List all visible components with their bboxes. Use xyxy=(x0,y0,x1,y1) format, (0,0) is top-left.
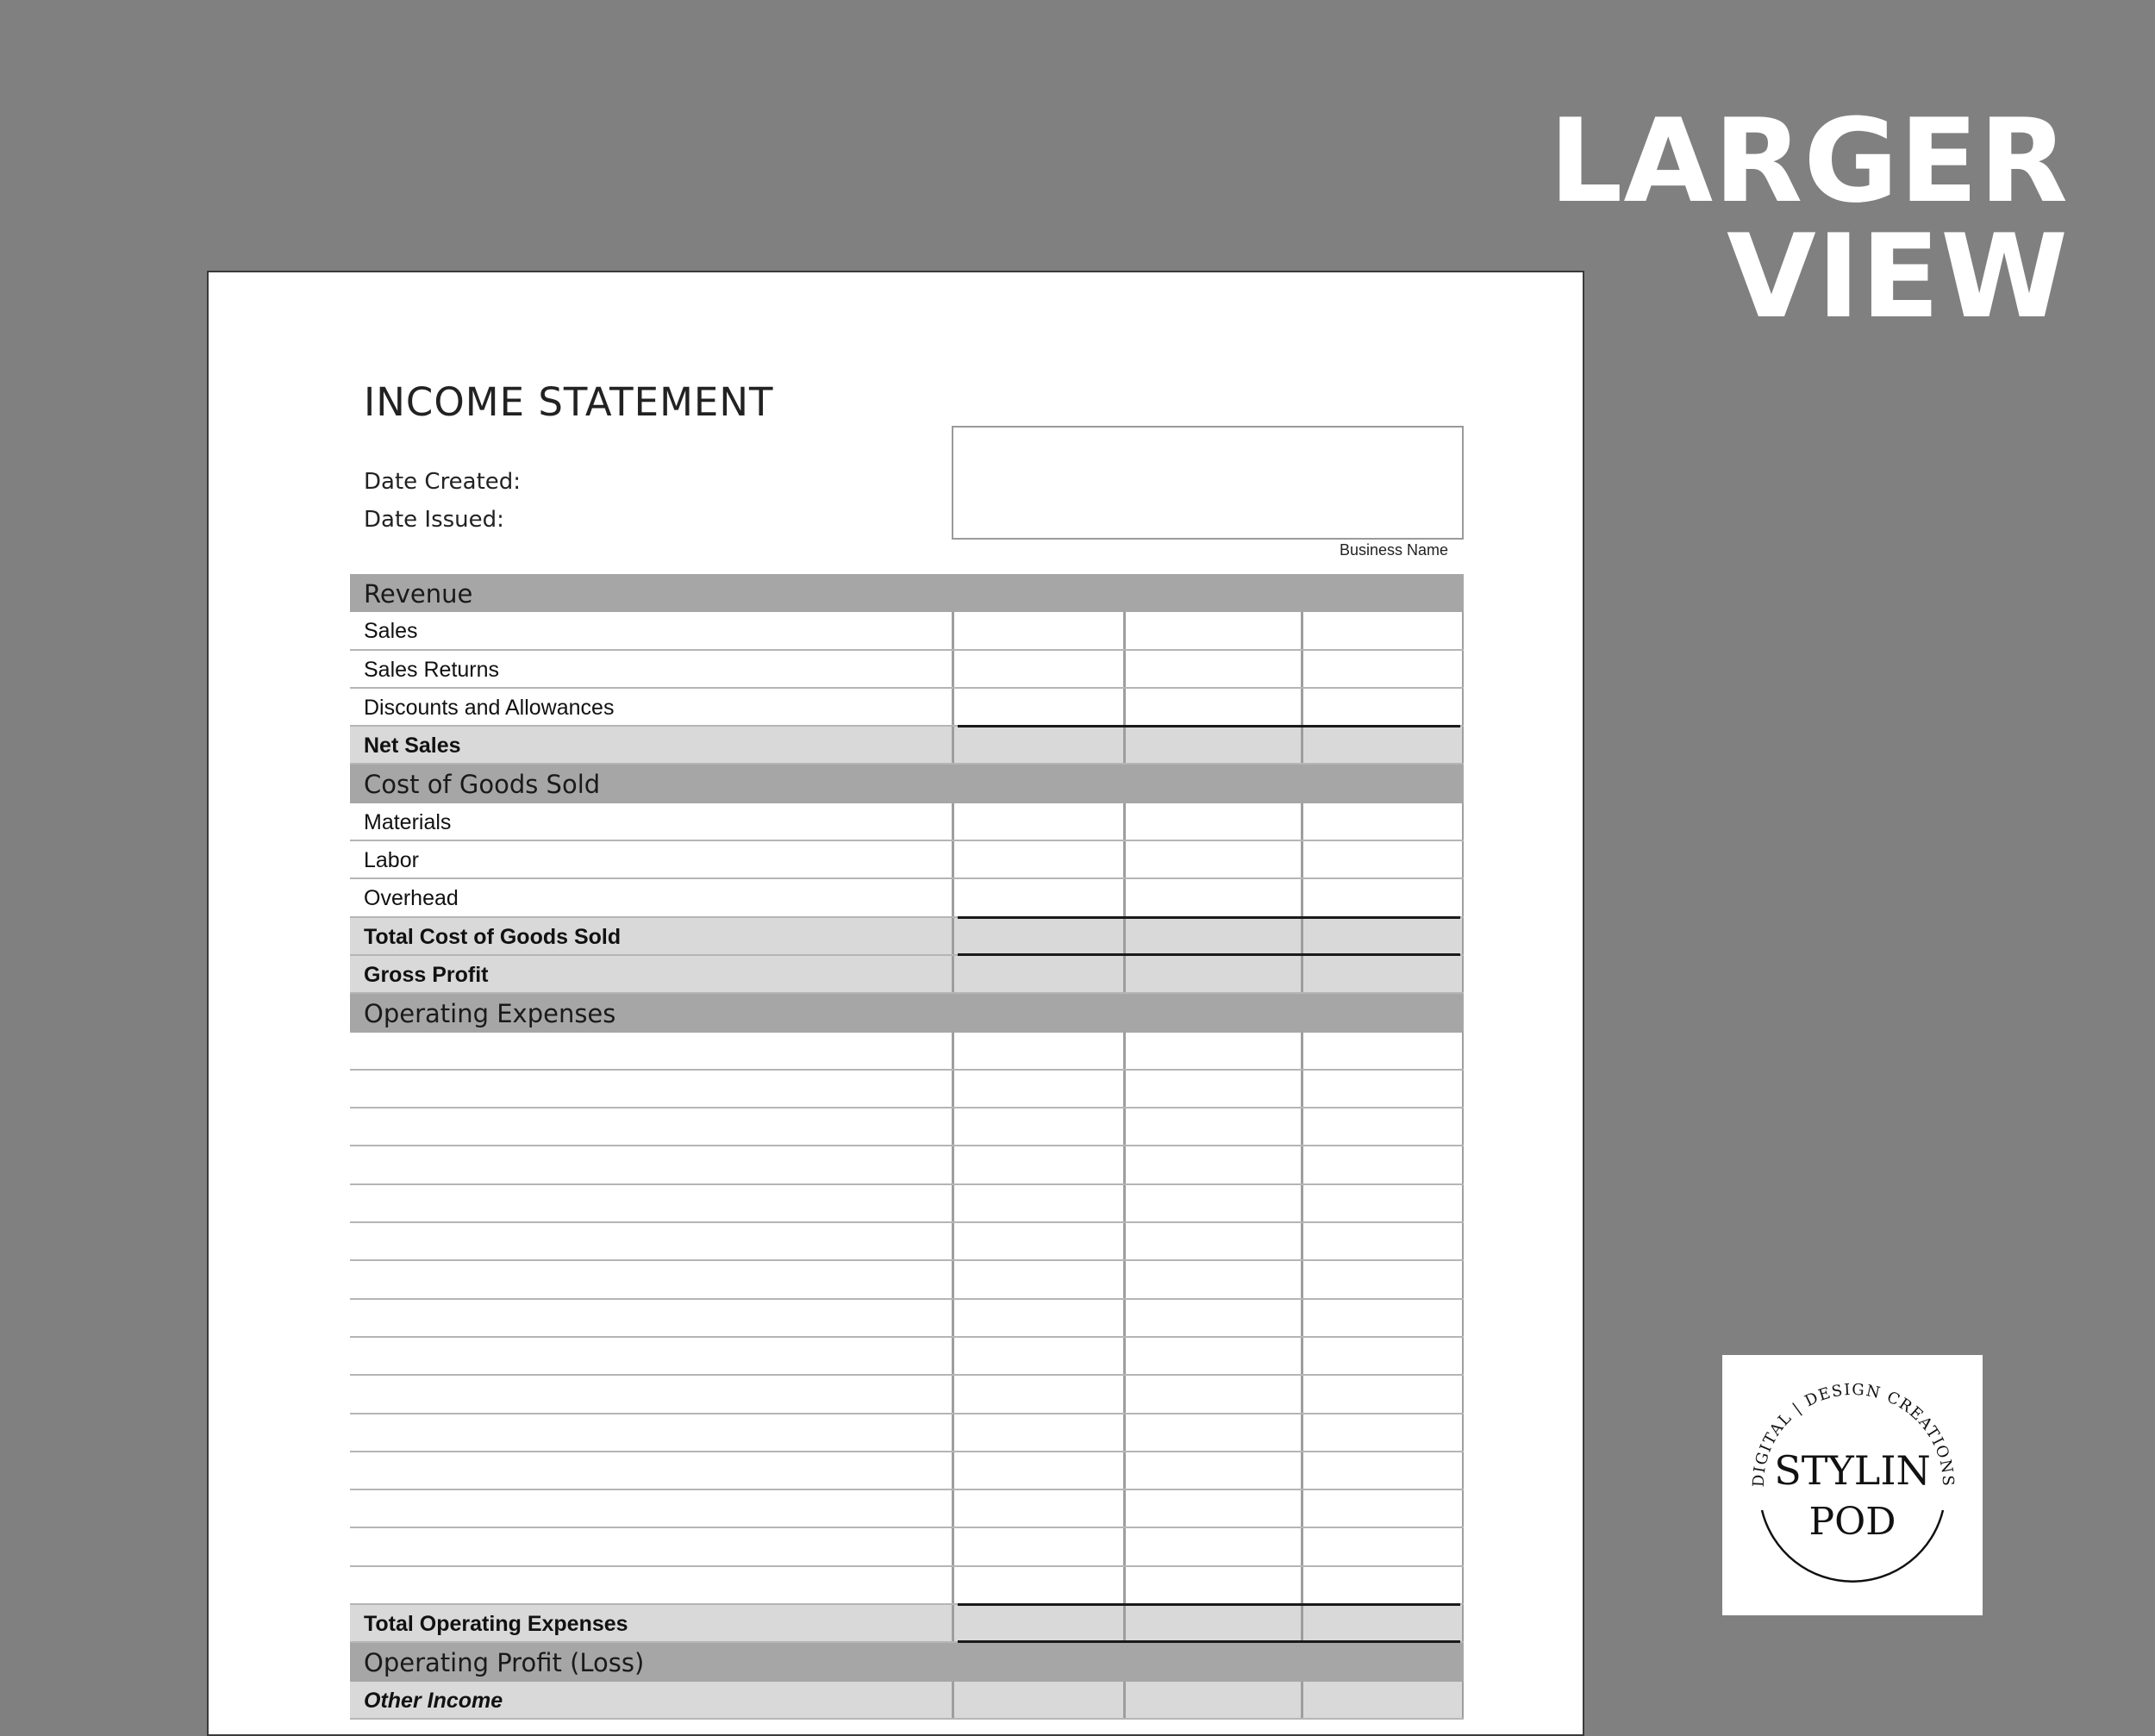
amount-cell-1[interactable] xyxy=(952,1567,1123,1603)
business-name-box[interactable] xyxy=(952,426,1464,540)
row-label[interactable] xyxy=(350,1376,952,1412)
row-label[interactable] xyxy=(350,1108,952,1145)
amount-cell-3[interactable] xyxy=(1301,651,1464,687)
amount-cell-3[interactable] xyxy=(1301,1223,1464,1259)
amount-cell-3[interactable] xyxy=(1301,1528,1464,1564)
amount-cell-3[interactable] xyxy=(1301,803,1464,840)
row-label: Net Sales xyxy=(364,734,461,759)
row-label: Sales xyxy=(364,619,418,644)
row-label[interactable] xyxy=(350,1071,952,1107)
amount-cell-3[interactable] xyxy=(1301,1605,1464,1641)
amount-cell-3[interactable] xyxy=(1301,1414,1464,1451)
amount-cell-3[interactable] xyxy=(1301,1261,1464,1297)
table-row xyxy=(350,1146,1464,1184)
total-row xyxy=(350,727,1464,765)
amount-cell-1 xyxy=(952,574,1123,612)
amount-cell-2[interactable] xyxy=(1123,1567,1301,1603)
amount-cell-1[interactable] xyxy=(952,651,1123,687)
amount-cell-1[interactable] xyxy=(952,1223,1123,1259)
amount-cell-3[interactable] xyxy=(1301,841,1464,877)
row-label: Materials xyxy=(364,809,452,834)
amount-cell-1[interactable] xyxy=(952,1033,1123,1069)
total-row xyxy=(350,1605,1464,1643)
amount-cell-3[interactable] xyxy=(1301,1376,1464,1412)
amount-cell-2[interactable] xyxy=(1123,841,1301,877)
table-row xyxy=(350,841,1464,879)
logo-line-1: STYLIN xyxy=(1774,1447,1931,1494)
section-header-row xyxy=(350,1643,1464,1681)
amount-cell-2[interactable] xyxy=(1123,1108,1301,1145)
table-row xyxy=(350,612,1464,650)
amount-cell-1[interactable] xyxy=(952,803,1123,840)
amount-cell-1[interactable] xyxy=(952,1261,1123,1297)
row-label[interactable] xyxy=(350,1146,952,1183)
row-label: Operating Expenses xyxy=(364,999,616,1029)
amount-cell-2[interactable] xyxy=(1123,1528,1301,1564)
logo-mark xyxy=(1722,1355,1983,1615)
amount-cell-3[interactable] xyxy=(1301,1033,1464,1069)
row-label: Revenue xyxy=(364,579,473,609)
amount-cell-1[interactable] xyxy=(952,1490,1123,1527)
row-label: Sales Returns xyxy=(364,657,500,682)
amount-cell-2[interactable] xyxy=(1123,1605,1301,1641)
table-row xyxy=(350,1071,1464,1108)
amount-cell-1[interactable] xyxy=(952,1071,1123,1107)
table-row xyxy=(350,689,1464,727)
amount-cell-2[interactable] xyxy=(1123,1682,1301,1718)
table-row xyxy=(350,1185,1464,1223)
table-row xyxy=(350,651,1464,689)
section-header-row xyxy=(350,994,1464,1032)
total-row xyxy=(350,918,1464,956)
amount-cell-1[interactable] xyxy=(952,1300,1123,1336)
amount-cell-3 xyxy=(1301,1643,1464,1681)
amount-cell-2[interactable] xyxy=(1123,1376,1301,1412)
amount-cell-1[interactable] xyxy=(952,689,1123,725)
amount-cell-2[interactable] xyxy=(1123,1338,1301,1374)
amount-cell-2[interactable] xyxy=(1123,1490,1301,1527)
row-label[interactable] xyxy=(350,1452,952,1489)
amount-cell-3[interactable] xyxy=(1301,1185,1464,1221)
table-row xyxy=(350,1528,1464,1566)
stylin-pod-logo xyxy=(1722,1355,1983,1615)
table-row xyxy=(350,1414,1464,1452)
amount-cell-2[interactable] xyxy=(1123,1185,1301,1221)
amount-cell-2 xyxy=(1123,1643,1301,1681)
row-label: Labor xyxy=(364,848,419,873)
table-row xyxy=(350,1376,1464,1414)
amount-cell-2[interactable] xyxy=(1123,651,1301,687)
amount-cell-2[interactable] xyxy=(1123,1146,1301,1183)
amount-cell-3[interactable] xyxy=(1301,1682,1464,1718)
amount-cell-3 xyxy=(1301,574,1464,612)
row-label: Overhead xyxy=(364,886,459,911)
amount-cell-2[interactable] xyxy=(1123,1223,1301,1259)
amount-cell-1[interactable] xyxy=(952,1452,1123,1489)
amount-cell-2[interactable] xyxy=(1123,1261,1301,1297)
table-row xyxy=(350,1223,1464,1261)
amount-cell-1[interactable] xyxy=(952,956,1123,992)
logo-arc-text: DIGITAL | DESIGN CREATIONS xyxy=(1749,1380,1958,1488)
row-label: Gross Profit xyxy=(364,962,489,987)
amount-cell-1[interactable] xyxy=(952,1185,1123,1221)
row-label[interactable] xyxy=(350,1338,952,1374)
page-title: INCOME STATEMENT xyxy=(364,379,774,425)
amount-cell-3[interactable] xyxy=(1301,1108,1464,1145)
date-created-label: Date Created: xyxy=(364,469,522,495)
amount-cell-1[interactable] xyxy=(952,727,1123,763)
row-label: Discounts and Allowances xyxy=(364,695,615,720)
amount-cell-1[interactable] xyxy=(952,1605,1123,1641)
amount-cell-1[interactable] xyxy=(952,1338,1123,1374)
larger-view-banner: LARGER VIEW xyxy=(1549,94,2069,344)
income-statement-page xyxy=(207,271,1584,1736)
amount-cell-3[interactable] xyxy=(1301,1300,1464,1336)
table-row xyxy=(350,1452,1464,1490)
amount-cell-3[interactable] xyxy=(1301,1490,1464,1527)
row-label[interactable] xyxy=(350,1300,952,1336)
amount-cell-2[interactable] xyxy=(1123,612,1301,648)
table-row xyxy=(350,1567,1464,1605)
business-name-caption: Business Name xyxy=(1339,541,1448,559)
amount-cell-3[interactable] xyxy=(1301,956,1464,992)
amount-cell-3[interactable] xyxy=(1301,689,1464,725)
row-label[interactable] xyxy=(350,1528,952,1564)
amount-cell-1[interactable] xyxy=(952,1528,1123,1564)
table-row xyxy=(350,1338,1464,1376)
total-row xyxy=(350,1682,1464,1720)
amount-cell-2[interactable] xyxy=(1123,879,1301,915)
row-label[interactable] xyxy=(350,1033,952,1069)
row-label[interactable] xyxy=(350,1223,952,1259)
amount-cell-3[interactable] xyxy=(1301,879,1464,915)
row-label: Total Cost of Goods Sold xyxy=(364,924,622,949)
row-label[interactable] xyxy=(350,1567,952,1603)
amount-cell-3 xyxy=(1301,765,1464,802)
table-row xyxy=(350,1300,1464,1338)
row-label: Total Operating Expenses xyxy=(364,1612,628,1637)
row-label[interactable] xyxy=(350,1185,952,1221)
amount-cell-2 xyxy=(1123,765,1301,802)
row-label: Operating Profit (Loss) xyxy=(364,1648,645,1678)
statement-table xyxy=(350,574,1464,1720)
amount-cell-1 xyxy=(952,765,1123,802)
total-row xyxy=(350,956,1464,994)
amount-cell-2[interactable] xyxy=(1123,727,1301,763)
amount-cell-1[interactable] xyxy=(952,1108,1123,1145)
amount-cell-3[interactable] xyxy=(1301,1146,1464,1183)
amount-cell-3[interactable] xyxy=(1301,1452,1464,1489)
amount-cell-3 xyxy=(1301,994,1464,1032)
amount-cell-1[interactable] xyxy=(952,879,1123,915)
amount-cell-2[interactable] xyxy=(1123,956,1301,992)
amount-cell-2[interactable] xyxy=(1123,1452,1301,1489)
amount-cell-1 xyxy=(952,994,1123,1032)
amount-cell-1[interactable] xyxy=(952,1146,1123,1183)
amount-cell-1[interactable] xyxy=(952,1376,1123,1412)
row-label: Other Income xyxy=(364,1688,503,1713)
amount-cell-3[interactable] xyxy=(1301,918,1464,954)
row-label[interactable] xyxy=(350,1490,952,1527)
amount-cell-2[interactable] xyxy=(1123,1071,1301,1107)
amount-cell-1[interactable] xyxy=(952,841,1123,877)
amount-cell-1 xyxy=(952,1643,1123,1681)
amount-cell-3[interactable] xyxy=(1301,1071,1464,1107)
amount-cell-2[interactable] xyxy=(1123,689,1301,725)
amount-cell-3[interactable] xyxy=(1301,1567,1464,1603)
table-row xyxy=(350,1108,1464,1146)
amount-cell-3[interactable] xyxy=(1301,727,1464,763)
amount-cell-2[interactable] xyxy=(1123,1414,1301,1451)
amount-cell-2 xyxy=(1123,574,1301,612)
amount-cell-1[interactable] xyxy=(952,918,1123,954)
amount-cell-2 xyxy=(1123,994,1301,1032)
amount-cell-2[interactable] xyxy=(1123,1300,1301,1336)
amount-cell-1[interactable] xyxy=(952,612,1123,648)
amount-cell-2[interactable] xyxy=(1123,1033,1301,1069)
section-header-row xyxy=(350,765,1464,802)
amount-cell-3[interactable] xyxy=(1301,1338,1464,1374)
amount-cell-1[interactable] xyxy=(952,1414,1123,1451)
table-row xyxy=(350,803,1464,841)
table-row xyxy=(350,879,1464,917)
amount-cell-1[interactable] xyxy=(952,1682,1123,1718)
date-issued-label: Date Issued: xyxy=(364,507,504,533)
amount-cell-2[interactable] xyxy=(1123,803,1301,840)
amount-cell-3[interactable] xyxy=(1301,612,1464,648)
row-label[interactable] xyxy=(350,1414,952,1451)
table-row xyxy=(350,1490,1464,1528)
logo-line-2: POD xyxy=(1808,1500,1896,1544)
table-row xyxy=(350,1261,1464,1299)
table-row xyxy=(350,1033,1464,1071)
row-label[interactable] xyxy=(350,1261,952,1297)
row-label: Cost of Goods Sold xyxy=(364,770,601,800)
amount-cell-2[interactable] xyxy=(1123,918,1301,954)
section-header-row xyxy=(350,574,1464,612)
